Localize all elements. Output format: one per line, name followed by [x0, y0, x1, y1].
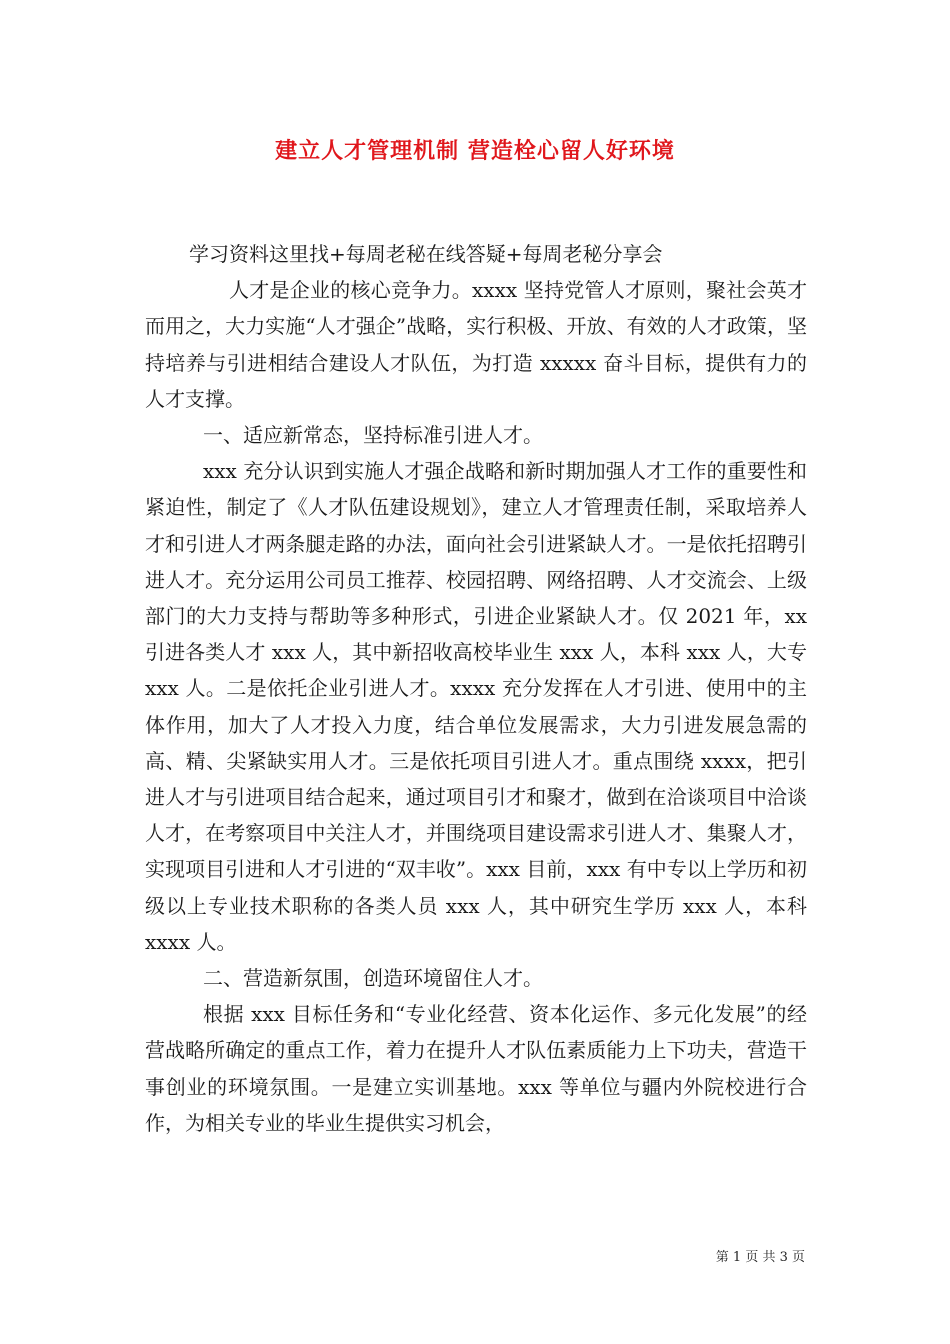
section-heading-1: 一、适应新常态，坚持标准引进人才。 — [203, 423, 543, 448]
page-number-footer: 第 1 页 共 3 页 — [715, 1250, 805, 1265]
document-subtitle: 学习资料这里找+每周老秘在线答疑+每周老秘分享会 — [189, 242, 663, 266]
section-heading-2: 二、营造新氛围，创造环境留住人才。 — [203, 966, 543, 991]
paragraph-section-1: xxx 充分认识到实施人才强企战略和新时期加强人才工作的重要性和紧迫性，制定了《人才队伍建设规划》，建立人才管理责任制，采取培养人才和引进人才两条腿走路的办法，面向社会引进紧缺人才。一是依托招聘引进人才。充分运用公司员工推荐、校园招聘、网络招聘、人才交流会、上级部门的大力支持与帮助等多种形式，引进企业紧缺人才。仅 2021 年，xx 引进各类人才 xxx 人，其中新招收高校毕业生 xxx 人，本科 xxx 人，大专 xxx 人。二是依托企业引进人才。xxxx 充分发挥在人才引进、使用中的主体作用，加大了人才投入力度，结合单位发展需求，大力引进发展急需的高、精、尖紧缺实用人才。三是依托项目引进人才。重点围绕 xxxx，把引进人才与引进项目结合起来，通过项目引才和聚才，做到在洽谈项目中洽谈人才，在考察项目中关注人才，并围绕项目建设需求引进人才、集聚人才，实现项目引进和人才引进的“双丰收”。xxx 目前，xxx 有中专以上学历和初级以上专业技术职称的各类人员 xxx 人，其中研究生学历 xxx 人，本科 xxxx 人。 — [145, 459, 807, 954]
document-title: 建立人才管理机制 营造栓心留人好环境 — [275, 138, 675, 164]
paragraph-intro: 人才是企业的核心竞争力。xxxx 坚持党管人才原则，聚社会英才而用之，大力实施“人才强企”战略，实行积极、开放、有效的人才政策，坚持培养与引进相结合建设人才队伍，为打造 xxxxx 奋斗目标，提供有力的人才支撑。 — [145, 278, 807, 411]
document-body — [145, 236, 807, 1141]
paragraph-section-2: 根据 xxx 目标任务和“专业化经营、资本化运作、多元化发展”的经营战略所确定的重点工作，着力在提升人才队伍素质能力上下功夫，营造干事创业的环境氛围。一是建立实训基地。xxx 等单位与疆内外院校进行合作，为相关专业的毕业生提供实习机会， — [145, 1002, 807, 1135]
